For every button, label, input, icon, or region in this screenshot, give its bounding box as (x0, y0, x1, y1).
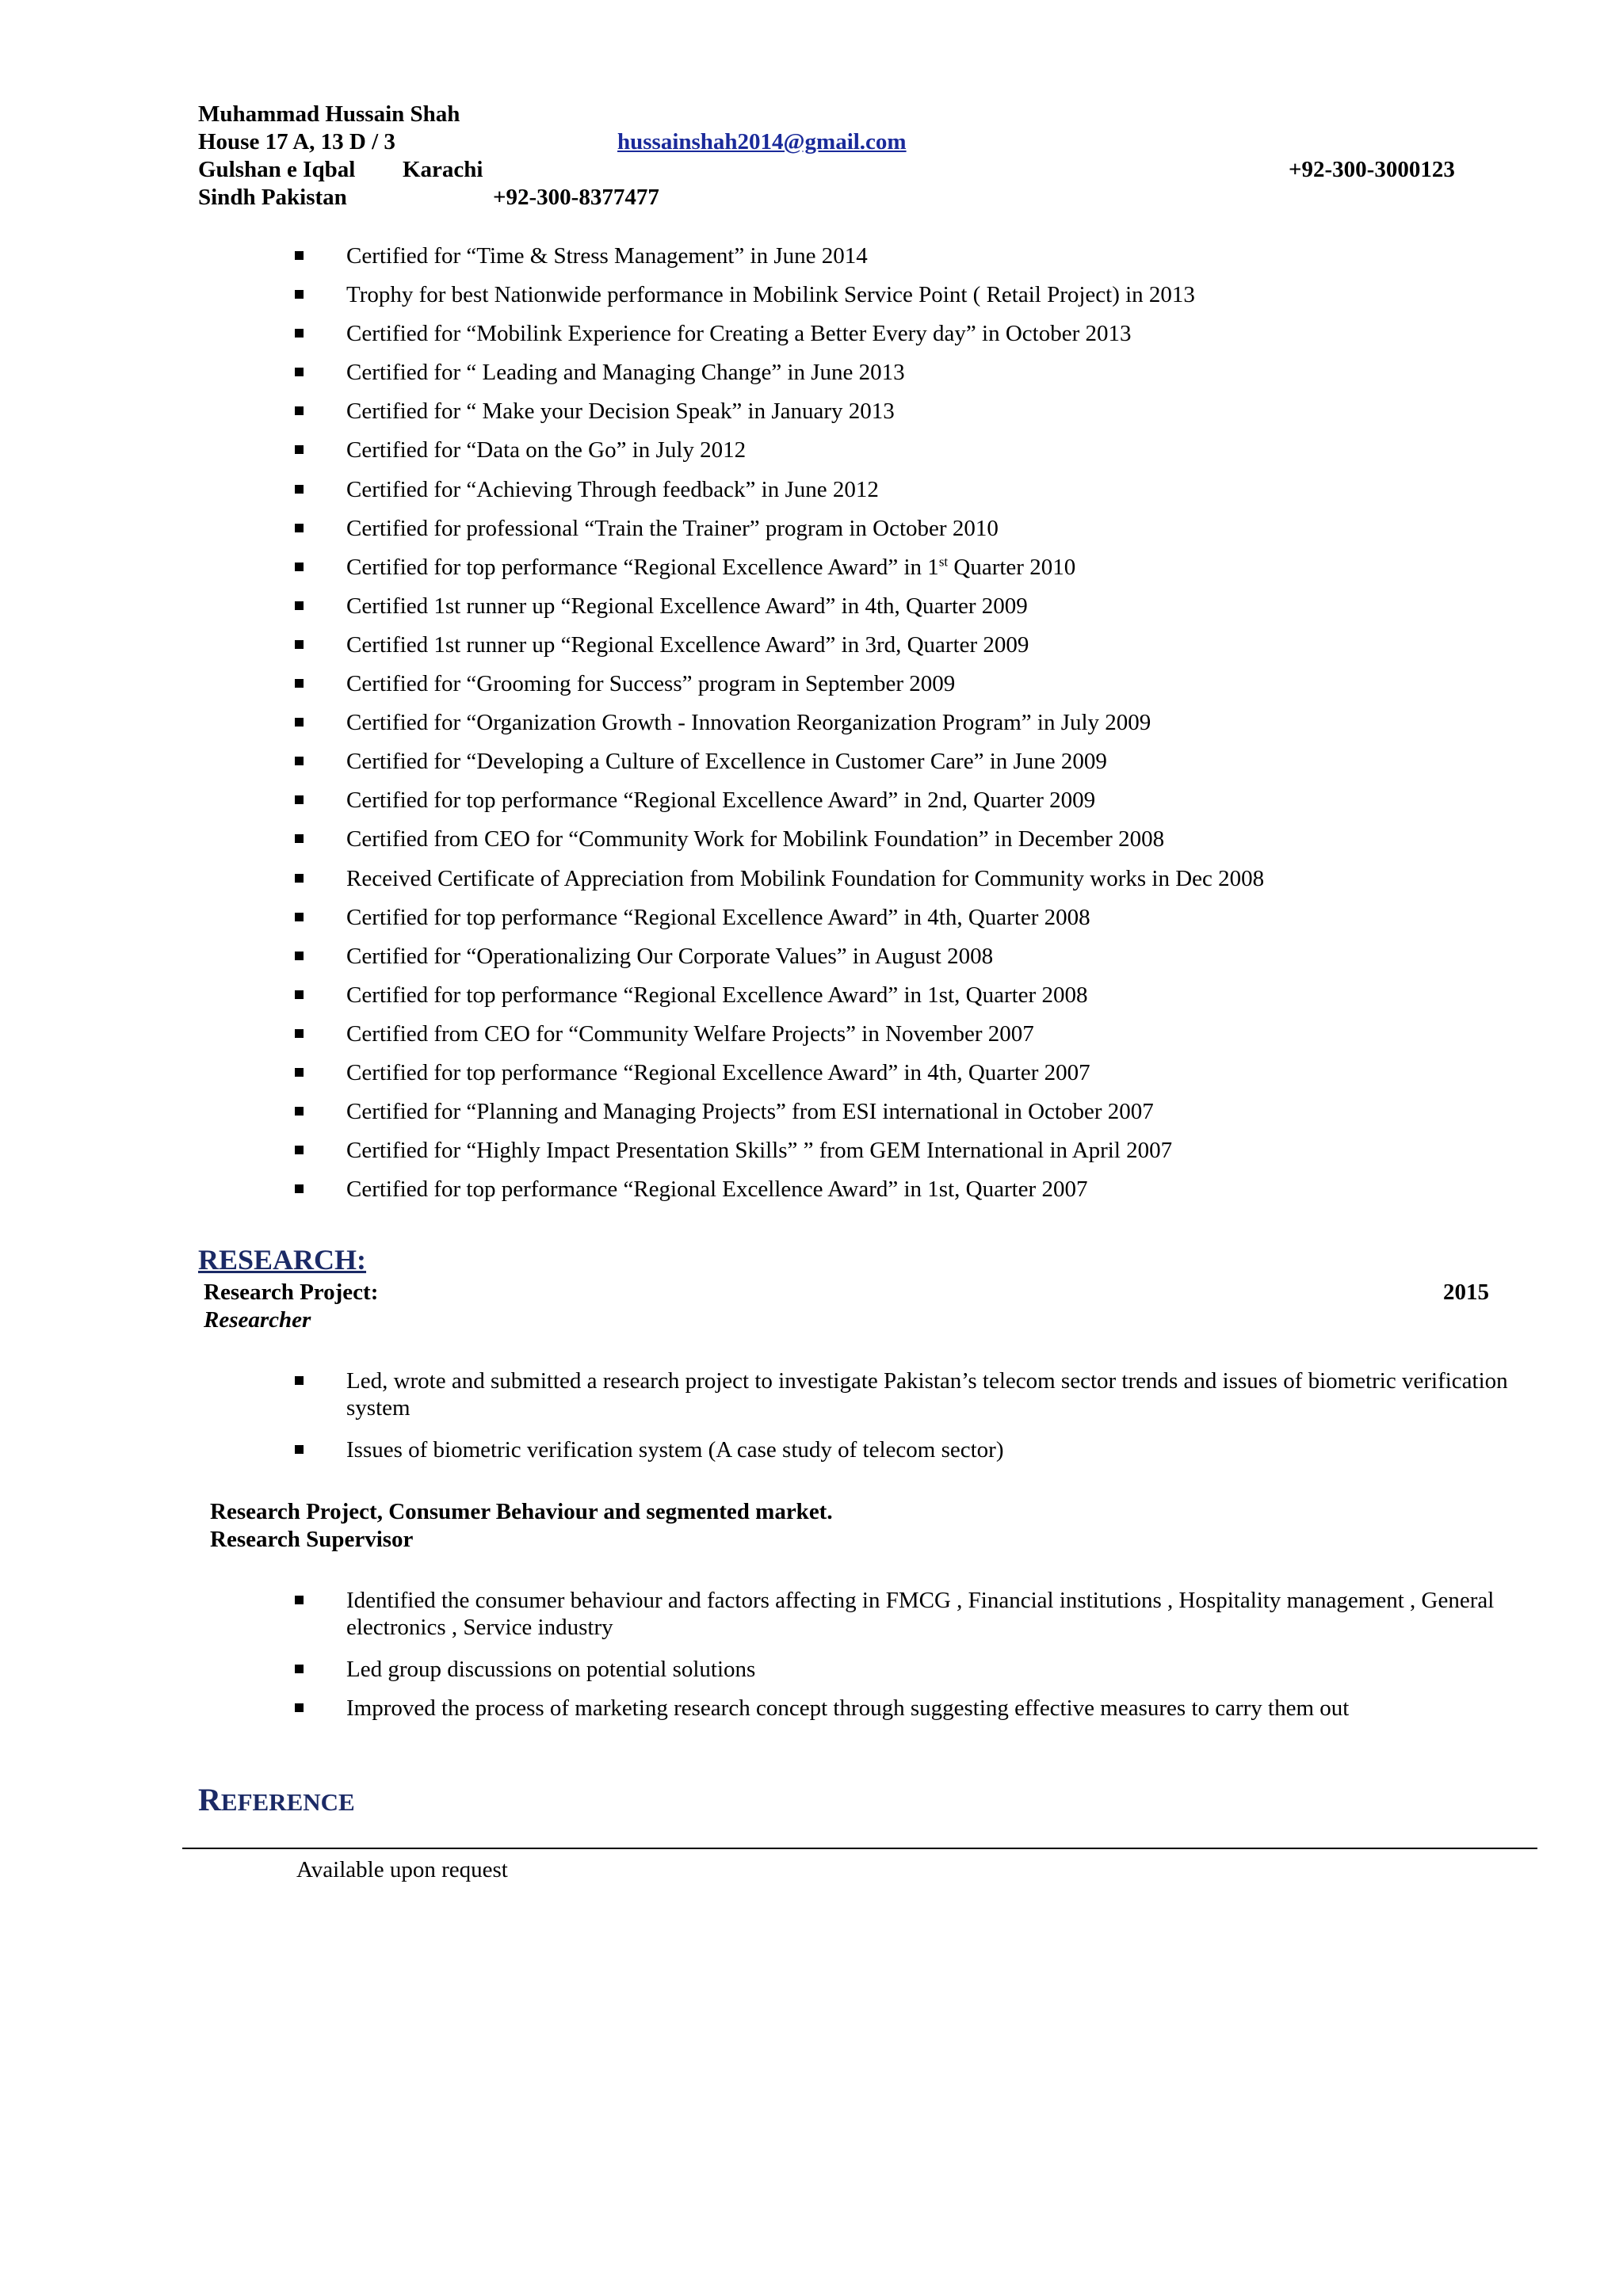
bullet-square-icon (295, 1703, 304, 1712)
certification-text-main: Certified for “Data on the Go” in July 2012 (346, 437, 747, 463)
certification-text-main: Certified for “Achieving Through feedback” in June 2012 (346, 476, 879, 502)
certification-text-main: Certified for top performance “Regional Excellence Award” in 2nd, Quarter 2009 (346, 788, 1096, 814)
address-line-3: Sindh Pakistan (198, 185, 347, 210)
bullet-square-icon (295, 1665, 304, 1673)
certification-text-main: Certified for top performance “Regional Excellence Award” in 4th, Quarter 2007 (346, 1059, 1090, 1085)
certification-text-main: Certified for “ Make your Decision Speak” in January 2013 (346, 399, 895, 425)
certification-text-main: Certified 1st runner up “Regional Excellence Award” in 4th, Quarter 2009 (346, 593, 1028, 619)
list-item (0, 631, 1623, 670)
list-item (0, 1059, 1623, 1098)
list-item (0, 593, 1623, 631)
certification-text (346, 1176, 1087, 1203)
certification-text (346, 1020, 1034, 1047)
certification-text-main: Certified for “Grooming for Success” program in September 2009 (346, 671, 956, 697)
certification-text (346, 320, 1131, 347)
research-project-1-year: 2015 (1443, 1280, 1489, 1305)
list-item (0, 359, 1623, 398)
list-item (0, 670, 1623, 709)
certifications-list (0, 242, 1623, 1215)
research-bullet-text: Issues of biometric verification system (A case study of telecom sector) (346, 1437, 1004, 1463)
list-item (0, 476, 1623, 515)
list-item (0, 320, 1623, 359)
certification-text (346, 826, 1164, 852)
bullet-square-icon (295, 368, 304, 376)
certification-text (346, 476, 879, 503)
certification-superscript: st (938, 554, 949, 570)
bullet-square-icon (295, 524, 304, 532)
certification-text (346, 709, 1151, 736)
bullet-square-icon (295, 406, 304, 415)
certification-text (346, 748, 1107, 775)
bullet-square-icon (295, 290, 304, 299)
list-item (0, 437, 1623, 475)
list-item (0, 748, 1623, 787)
list-item (0, 1137, 1623, 1176)
list-item (0, 709, 1623, 748)
certification-text (346, 631, 1029, 658)
certification-text (346, 1137, 1172, 1164)
certification-text (346, 904, 1090, 931)
certification-text (346, 787, 1095, 814)
address-line-1: House 17 A, 13 D / 3 (198, 129, 395, 154)
research-project-2-label: Research Project, Consumer Behaviour and segmented market. (210, 1499, 833, 1524)
list-item (0, 554, 1623, 593)
certification-text (346, 515, 999, 542)
certification-text-main: Certified for “Time & Stress Management” in June 2014 (346, 243, 868, 269)
bullet-square-icon (295, 795, 304, 804)
bullet-square-icon (295, 834, 304, 843)
certification-text-main: Certified for “Planning and Managing Projects” from ESI international in October 2007 (346, 1099, 1154, 1125)
certification-text-main: Certified for professional “Train the Trainer” program in October 2010 (346, 515, 999, 541)
address-city: Karachi (403, 157, 483, 182)
certification-text (346, 670, 955, 697)
certification-text-main: Certified for top performance “Regional Excellence Award” in 1st, Quarter 2008 (346, 982, 1088, 1008)
list-item (0, 904, 1623, 943)
list-item (0, 826, 1623, 864)
bullet-square-icon (295, 563, 304, 571)
research-project-2-role: Research Supervisor (210, 1527, 414, 1552)
certification-text-main: Certified for “Organization Growth - Innovation Reorganization Program” in July 2009 (346, 710, 1151, 736)
phone-primary: +92-300-3000123 (1289, 157, 1455, 182)
list-item (0, 1176, 1623, 1215)
bullet-square-icon (295, 1146, 304, 1154)
phone-secondary: +92-300-8377477 (493, 185, 659, 210)
bullet-square-icon (295, 874, 304, 883)
bullet-square-icon (295, 251, 304, 260)
certification-text (346, 943, 993, 970)
certification-text (346, 437, 746, 463)
candidate-name: Muhammad Hussain Shah (198, 101, 460, 127)
bullet-square-icon (295, 485, 304, 494)
certification-text-main: Certified for “Highly Impact Presentation Skills” ” from GEM International in April 2007 (346, 1138, 1173, 1164)
list-item (0, 281, 1623, 320)
certification-text (346, 1059, 1090, 1086)
research-bullet-text: Led, wrote and submitted a research project to investigate Pakistan’s telecom sector trends and issues of biometric verification system (346, 1368, 1508, 1421)
list-item (0, 982, 1623, 1020)
certification-text (346, 982, 1087, 1009)
bullet-square-icon (295, 952, 304, 960)
research-heading: RESEARCH: (198, 1244, 367, 1276)
reference-heading-rest: EFERENCE (220, 1788, 355, 1816)
bullet-square-icon (295, 757, 304, 765)
certification-text (346, 242, 868, 269)
research-bullet-text: Improved the process of marketing research concept through suggesting effective measures to carry them out (346, 1695, 1350, 1721)
reference-heading-initial: R (198, 1782, 221, 1817)
certification-text-main: Certified from CEO for “Community Welfare Projects” in November 2007 (346, 1020, 1034, 1047)
certification-text (346, 398, 895, 425)
list-item (0, 865, 1623, 904)
list-item (0, 1098, 1623, 1137)
certification-text-main: Certified for top performance “Regional Excellence Award” in 1st, Quarter 2007 (346, 1177, 1088, 1203)
certification-text-main: Certified for “Developing a Culture of Excellence in Customer Care” in June 2009 (346, 749, 1107, 775)
list-item (0, 398, 1623, 437)
section-divider (182, 1848, 1537, 1849)
certification-text (346, 359, 905, 386)
list-item (0, 943, 1623, 982)
certification-text-main: Certified for top performance “Regional Excellence Award” in 4th, Quarter 2008 (346, 904, 1090, 930)
certification-text (346, 554, 1075, 581)
list-item (0, 515, 1623, 554)
list-item (0, 787, 1623, 826)
certification-text-main: Certified for “ Leading and Managing Change” in June 2013 (346, 360, 905, 386)
bullet-square-icon (295, 329, 304, 338)
certification-text (346, 1098, 1154, 1125)
certification-text-main: Certified from CEO for “Community Work for Mobilink Foundation” in December 2008 (346, 826, 1165, 852)
bullet-square-icon (295, 990, 304, 999)
research-bullet-text: Identified the consumer behaviour and factors affecting in FMCG , Financial institutions , Hospitality management , General electronics , Service industry (346, 1588, 1495, 1640)
bullet-square-icon (295, 1184, 304, 1193)
bullet-square-icon (295, 1596, 304, 1604)
certification-text (346, 281, 1195, 308)
bullet-square-icon (295, 679, 304, 688)
certification-text (346, 593, 1028, 620)
bullet-square-icon (295, 640, 304, 649)
research-bullet-text: Led group discussions on potential solutions (346, 1657, 756, 1682)
certification-text-main: Certified 1st runner up “Regional Excellence Award” in 3rd, Quarter 2009 (346, 631, 1029, 658)
email-link[interactable]: hussainshah2014@gmail.com (617, 129, 907, 154)
bullet-square-icon (295, 718, 304, 727)
certification-text-main: Certified for “Mobilink Experience for Creating a Better Every day” in October 2013 (346, 321, 1132, 347)
bullet-square-icon (295, 1107, 304, 1116)
bullet-square-icon (295, 1445, 304, 1454)
list-item (0, 242, 1623, 281)
reference-text: Available upon request (296, 1857, 508, 1882)
certification-text-main: Received Certificate of Appreciation from Mobilink Foundation for Community works in Dec 2008 (346, 865, 1265, 891)
certification-text (346, 865, 1264, 892)
reference-heading (198, 1784, 355, 1818)
certification-text-tail: Quarter 2010 (948, 554, 1076, 580)
bullet-square-icon (295, 913, 304, 921)
address-area: Gulshan e Iqbal (198, 157, 356, 182)
research-project-1-label: Research Project: (204, 1280, 379, 1305)
bullet-square-icon (295, 1376, 304, 1385)
bullet-square-icon (295, 1029, 304, 1038)
bullet-square-icon (295, 1068, 304, 1077)
certification-text-main: Certified for top performance “Regional Excellence Award” in 1 (346, 554, 939, 580)
certification-text-main: Certified for “Operationalizing Our Corporate Values” in August 2008 (346, 943, 994, 969)
list-item (0, 1020, 1623, 1059)
research-project-1-role: Researcher (204, 1307, 311, 1333)
certification-text-main: Trophy for best Nationwide performance in Mobilink Service Point ( Retail Project) in 2013 (346, 282, 1195, 308)
bullet-square-icon (295, 601, 304, 610)
bullet-square-icon (295, 445, 304, 454)
